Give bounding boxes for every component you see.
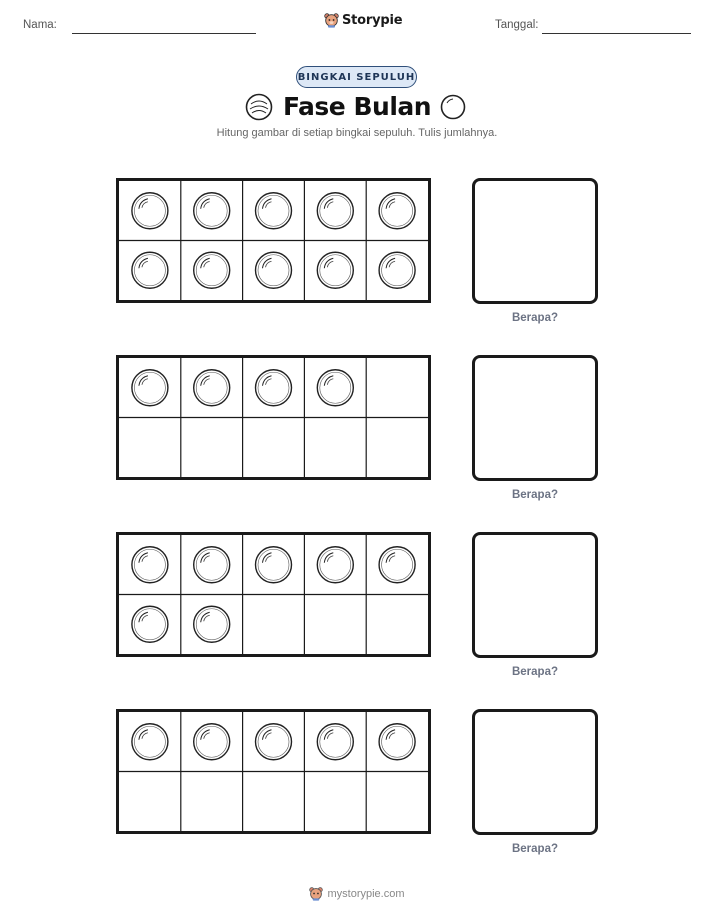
answer-box-1[interactable] bbox=[472, 178, 598, 304]
answer-box-2[interactable] bbox=[472, 355, 598, 481]
moon-ball-icon bbox=[194, 547, 230, 583]
page-title: Fase Bulan bbox=[282, 92, 432, 121]
moon-ball-icon bbox=[379, 193, 415, 229]
moon-ball-icon bbox=[256, 370, 292, 406]
ten-frame-4 bbox=[116, 709, 431, 834]
moon-ball-icon bbox=[317, 547, 353, 583]
date-label: Tanggal: bbox=[495, 19, 539, 31]
answer-label-1: Berapa? bbox=[511, 312, 559, 324]
worksheet-badge: BINGKAI SEPULUH bbox=[296, 66, 417, 88]
moon-ball-icon bbox=[379, 547, 415, 583]
answer-box-3[interactable] bbox=[472, 532, 598, 658]
bear-mascot-icon bbox=[324, 12, 339, 28]
moon-ball-icon bbox=[194, 606, 230, 642]
moon-ball-icon bbox=[132, 252, 168, 288]
moon-ball-icon bbox=[194, 193, 230, 229]
moon-ball-icon bbox=[317, 724, 353, 760]
instructions: Hitung gambar di setiap bingkai sepuluh. Tulis jumlahnya. bbox=[216, 127, 498, 139]
moon-ball-icon bbox=[256, 724, 292, 760]
ten-frame-grid bbox=[119, 358, 428, 477]
ten-frame-2 bbox=[116, 355, 431, 480]
moon-ball-icon bbox=[132, 724, 168, 760]
bear-mascot-icon bbox=[309, 886, 323, 901]
moon-ball-icon bbox=[132, 193, 168, 229]
moon-ball-icon bbox=[132, 606, 168, 642]
footer bbox=[0, 886, 714, 901]
ten-frame-grid bbox=[119, 181, 428, 300]
brand-name: Storypie bbox=[342, 12, 403, 28]
name-label: Nama: bbox=[23, 19, 57, 31]
date-field-line[interactable] bbox=[542, 33, 691, 34]
moon-ball-icon bbox=[440, 94, 466, 120]
ten-frame-3 bbox=[116, 532, 431, 657]
answer-label-4: Berapa? bbox=[511, 843, 559, 855]
moon-ball-icon bbox=[194, 370, 230, 406]
moon-ball-icon bbox=[317, 370, 353, 406]
ten-frame-1 bbox=[116, 178, 431, 303]
answer-box-4[interactable] bbox=[472, 709, 598, 835]
moon-ball-icon bbox=[379, 724, 415, 760]
storypie-logo bbox=[324, 12, 402, 28]
moon-ball-icon bbox=[194, 252, 230, 288]
moon-ball-icon bbox=[132, 547, 168, 583]
moon-ball-icon bbox=[256, 193, 292, 229]
moon-ball-icon bbox=[379, 252, 415, 288]
moon-ball-icon bbox=[132, 370, 168, 406]
answer-label-3: Berapa? bbox=[511, 666, 559, 678]
moon-ball-icon bbox=[256, 547, 292, 583]
moon-ball-icon bbox=[317, 252, 353, 288]
moon-ball-icon bbox=[317, 193, 353, 229]
footer-site: mystorypie.com bbox=[327, 887, 405, 900]
ten-frame-grid bbox=[119, 535, 428, 654]
ten-frame-grid bbox=[119, 712, 428, 831]
moon-ball-icon bbox=[256, 252, 292, 288]
name-field-line[interactable] bbox=[72, 33, 256, 34]
moon-ball-icon bbox=[194, 724, 230, 760]
answer-label-2: Berapa? bbox=[511, 489, 559, 501]
